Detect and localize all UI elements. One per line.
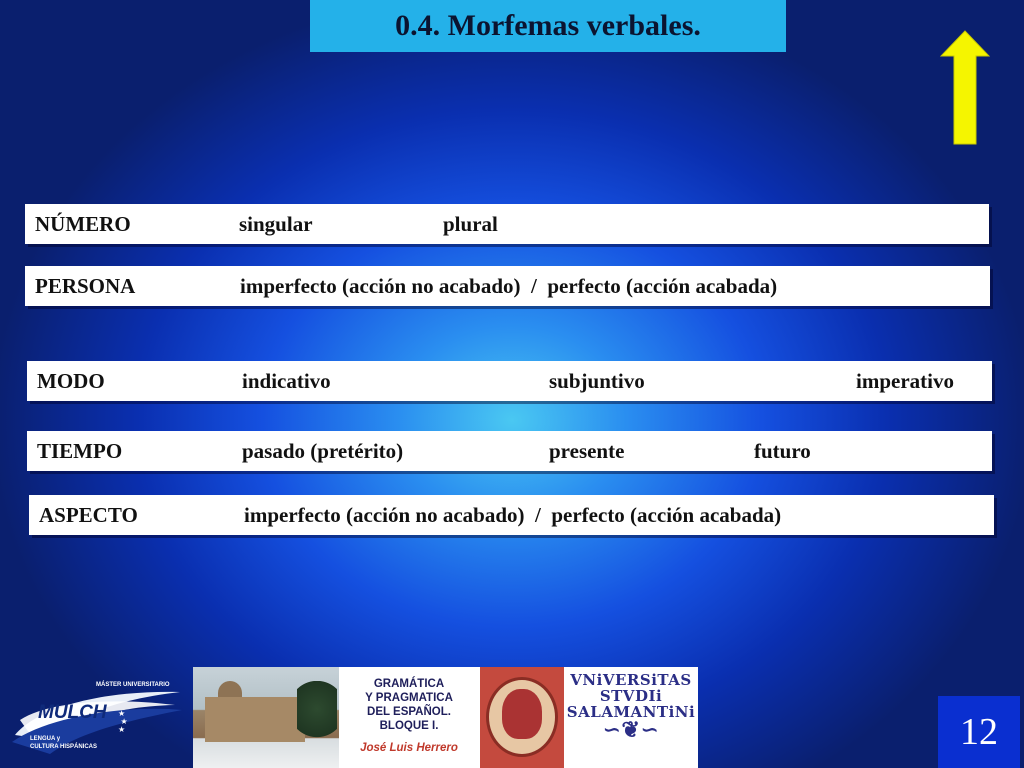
row-label: MODO <box>37 369 105 393</box>
row-numero <box>25 204 989 244</box>
course-author: José Luis Herrero <box>360 742 458 754</box>
course-line3: DEL ESPAÑOL. <box>367 706 451 718</box>
course-line4: BLOQUE I. <box>379 720 439 732</box>
row-modo <box>27 361 992 401</box>
row-persona <box>25 266 990 306</box>
row-label: ASPECTO <box>39 503 138 527</box>
course-line1: GRAMÁTICA <box>373 678 445 690</box>
row-label: PERSONA <box>35 274 136 298</box>
row-value: futuro <box>754 439 811 463</box>
flourish-icon: ∽❦∽ <box>602 717 660 743</box>
row-value: imperfecto (acción no acabado) / perfecto (acción acabada) <box>244 503 782 527</box>
univ-line2: STVDIi <box>599 687 663 705</box>
row-label: TIEMPO <box>37 439 123 463</box>
row-value: plural <box>443 212 498 236</box>
university-photo <box>193 667 339 768</box>
row-value: subjuntivo <box>549 369 645 393</box>
univ-line1: VNiVERSiTAS <box>570 671 692 689</box>
university-logo <box>566 672 696 762</box>
mulch-top: MÁSTER UNIVERSITARIO <box>96 682 170 688</box>
page-number: 12 <box>938 696 1020 768</box>
mulch-sub1: LENGUA y <box>30 736 61 742</box>
university-seal <box>480 667 564 768</box>
univ-line3: SALAMANTiNi <box>566 703 696 721</box>
stars-icon: ★ ★ ★ <box>118 709 128 734</box>
row-value: presente <box>549 439 625 463</box>
course-label <box>339 667 479 768</box>
course-line2: Y PRAGMATICA <box>365 692 453 704</box>
up-arrow-icon[interactable] <box>940 30 990 145</box>
mulch-sub2: CULTURA HISPÁNICAS <box>30 744 97 750</box>
row-value: imperativo <box>856 369 954 393</box>
row-aspecto <box>29 495 994 535</box>
row-label: NÚMERO <box>35 212 131 236</box>
mulch-name: MULCH <box>38 702 107 723</box>
mulch-logo <box>10 680 185 760</box>
row-value: indicativo <box>242 369 331 393</box>
row-value: singular <box>239 212 313 236</box>
row-tiempo <box>27 431 992 471</box>
row-value: imperfecto (acción no acabado) / perfecto (acción acabada) <box>240 274 778 298</box>
slide-title: 0.4. Morfemas verbales. <box>310 0 786 52</box>
row-value: pasado (pretérito) <box>242 439 404 463</box>
